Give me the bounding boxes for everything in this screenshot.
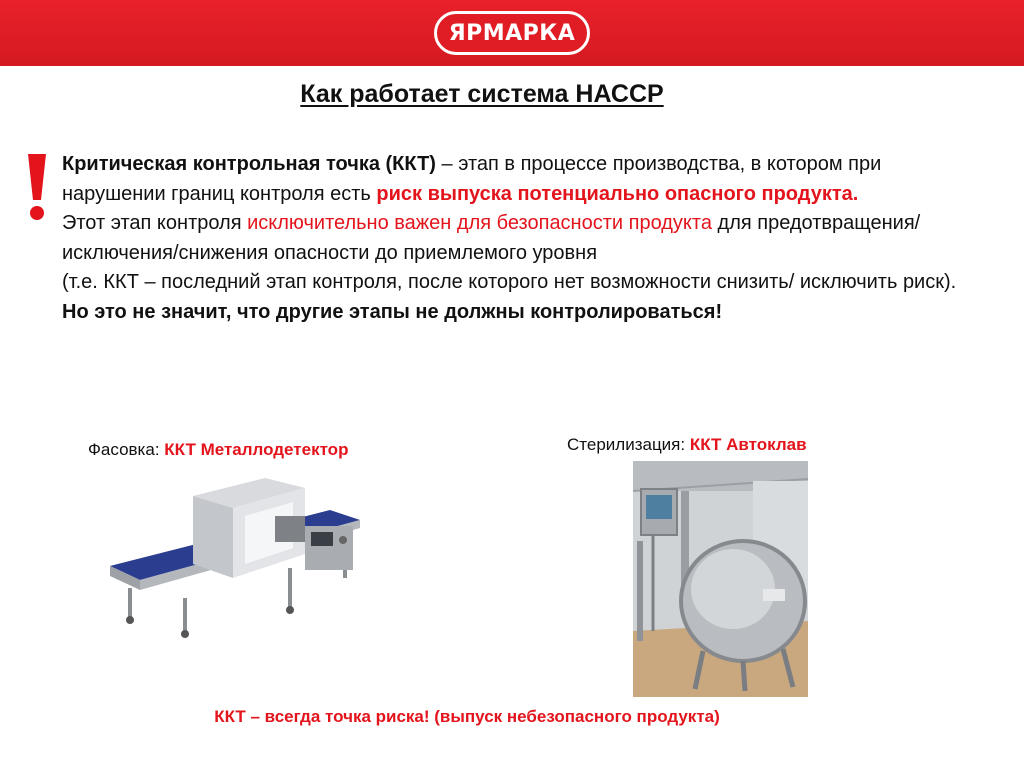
logo-text: ЯРМАРКА [448,20,576,46]
importance-text-2: для предотвращения/исключения/снижения опасности до приемлемого уровня [62,212,921,264]
header-band [0,0,1024,66]
footer-note: ККТ – всегда точка риска! (выпуск небезопасного продукта) [214,707,720,726]
importance-text-1: Этот этап контроля [62,212,248,234]
importance-paragraph [62,209,982,268]
sterilization-caption [567,435,807,455]
packing-caption [88,440,348,460]
emphasis-paragraph: Но это не значит, что другие этапы не должны контролироваться! [62,300,723,323]
main-text [62,150,982,327]
metal-detector-image [105,468,370,643]
definition-text: – этап в процессе производства, в котором при нарушении границ контроля есть [62,153,882,205]
ccp-term: Критическая контрольная точка (ККТ) [62,153,436,175]
brand-logo [434,11,590,55]
exclamation-icon [22,152,52,222]
sterilization-stage: Стерилизация: [567,435,690,454]
importance-highlight: исключительно важен для безопасности продукта [247,212,712,234]
slide-title: Как работает система НАССР [300,80,664,108]
sterilization-ccp: ККТ Автоклав [689,435,807,454]
definition-paragraph [62,150,982,209]
autoclave-image [633,461,808,697]
packing-stage: Фасовка: [88,440,165,459]
packing-ccp: ККТ Металлодетектор [164,440,349,459]
risk-highlight: риск выпуска потенциально опасного продукта. [376,182,859,205]
clarification-paragraph: (т.е. ККТ – последний этап контроля, после которого нет возможности снизить/ исключить риск). [62,271,957,293]
